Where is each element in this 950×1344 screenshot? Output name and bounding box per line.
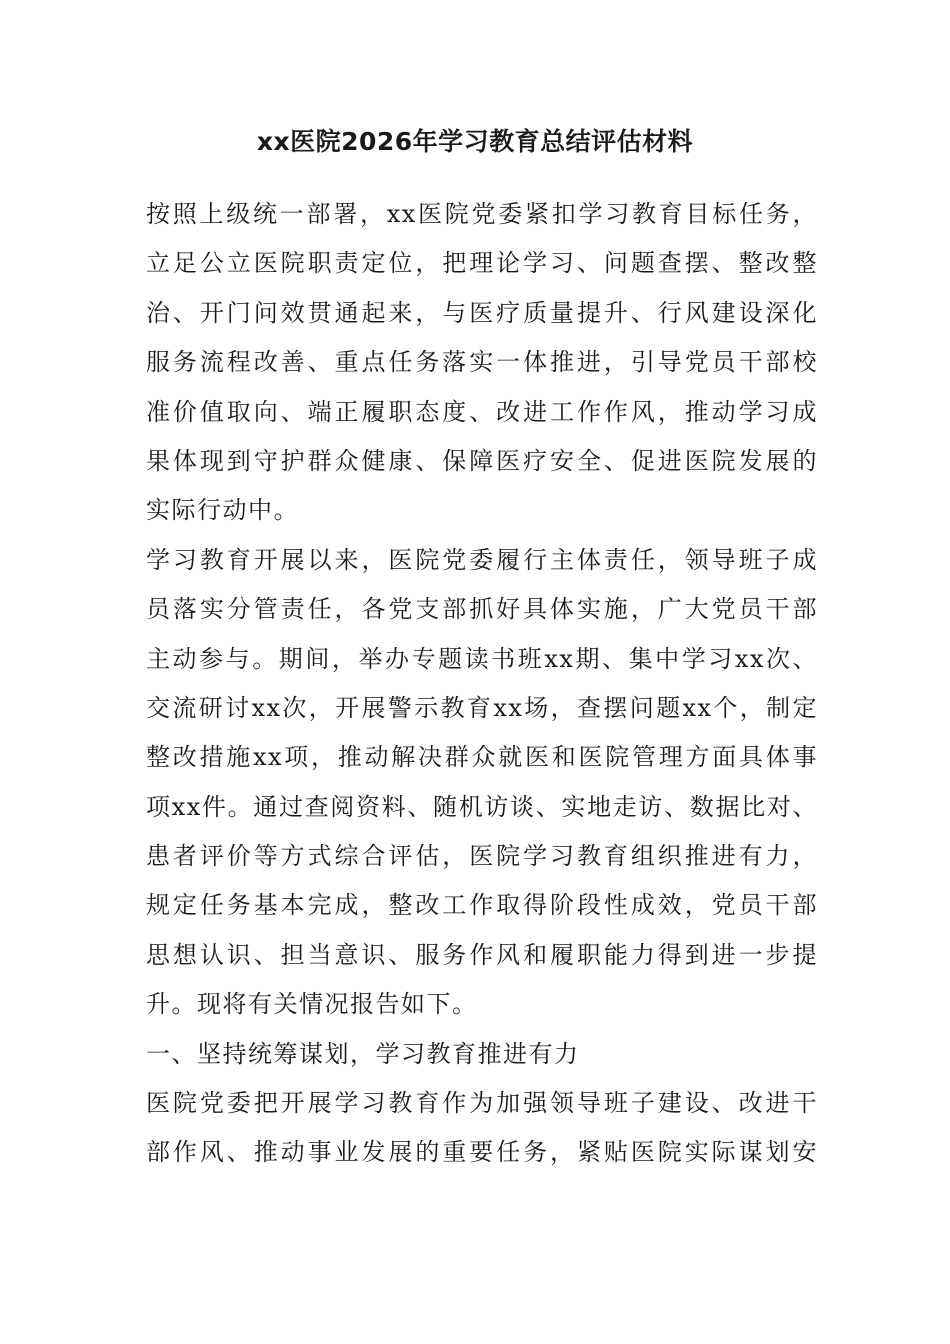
body-line: 主动参与。期间，举办专题读书班xx期、集中学习xx次、 xyxy=(146,644,818,673)
body-line: 项xx件。通过查阅资料、随机访谈、实地走访、数据比对、 xyxy=(146,792,818,821)
body-line: 部作风、推动事业发展的重要任务，紧贴医院实际谋划安 xyxy=(146,1138,818,1167)
body-line: 治、开门问效贯通起来，与医疗质量提升、行风建设深化 xyxy=(146,298,818,327)
body-line: 服务流程改善、重点任务落实一体推进，引导党员干部校 xyxy=(146,348,818,377)
body-line: 交流研讨xx次，开展警示教育xx场，查摆问题xx个，制定 xyxy=(146,693,818,722)
body-line: 整改措施xx项，推动解决群众就医和医院管理方面具体事 xyxy=(146,743,818,772)
body-line: 实际行动中。 xyxy=(146,496,299,525)
body-line: 一、坚持统筹谋划，学习教育推进有力 xyxy=(146,1039,580,1068)
body-line: 果体现到守护群众健康、保障医疗安全、促进医院发展的 xyxy=(146,446,818,475)
body-line: 学习教育开展以来，医院党委履行主体责任，领导班子成 xyxy=(146,545,818,574)
document-body xyxy=(146,190,818,1178)
body-line: 升。现将有关情况报告如下。 xyxy=(146,990,478,1019)
body-line: 规定任务基本完成，整改工作取得阶段性成效，党员干部 xyxy=(146,891,818,920)
body-line: 立足公立医院职责定位，把理论学习、问题查摆、整改整 xyxy=(146,249,818,278)
body-line: 医院党委把开展学习教育作为加强领导班子建设、改进干 xyxy=(146,1089,818,1118)
body-line: 思想认识、担当意识、服务作风和履职能力得到进一步提 xyxy=(146,940,818,969)
body-line: 准价值取向、端正履职态度、改进工作作风，推动学习成 xyxy=(146,397,818,426)
body-line: 按照上级统一部署，xx医院党委紧扣学习教育目标任务， xyxy=(146,200,818,228)
body-line: 患者评价等方式综合评估，医院学习教育组织推进有力， xyxy=(146,842,818,871)
body-line: 员落实分管责任，各党支部抓好具体实施，广大党员干部 xyxy=(146,595,818,624)
document-title: xx医院2026年学习教育总结评估材料 xyxy=(256,127,694,156)
